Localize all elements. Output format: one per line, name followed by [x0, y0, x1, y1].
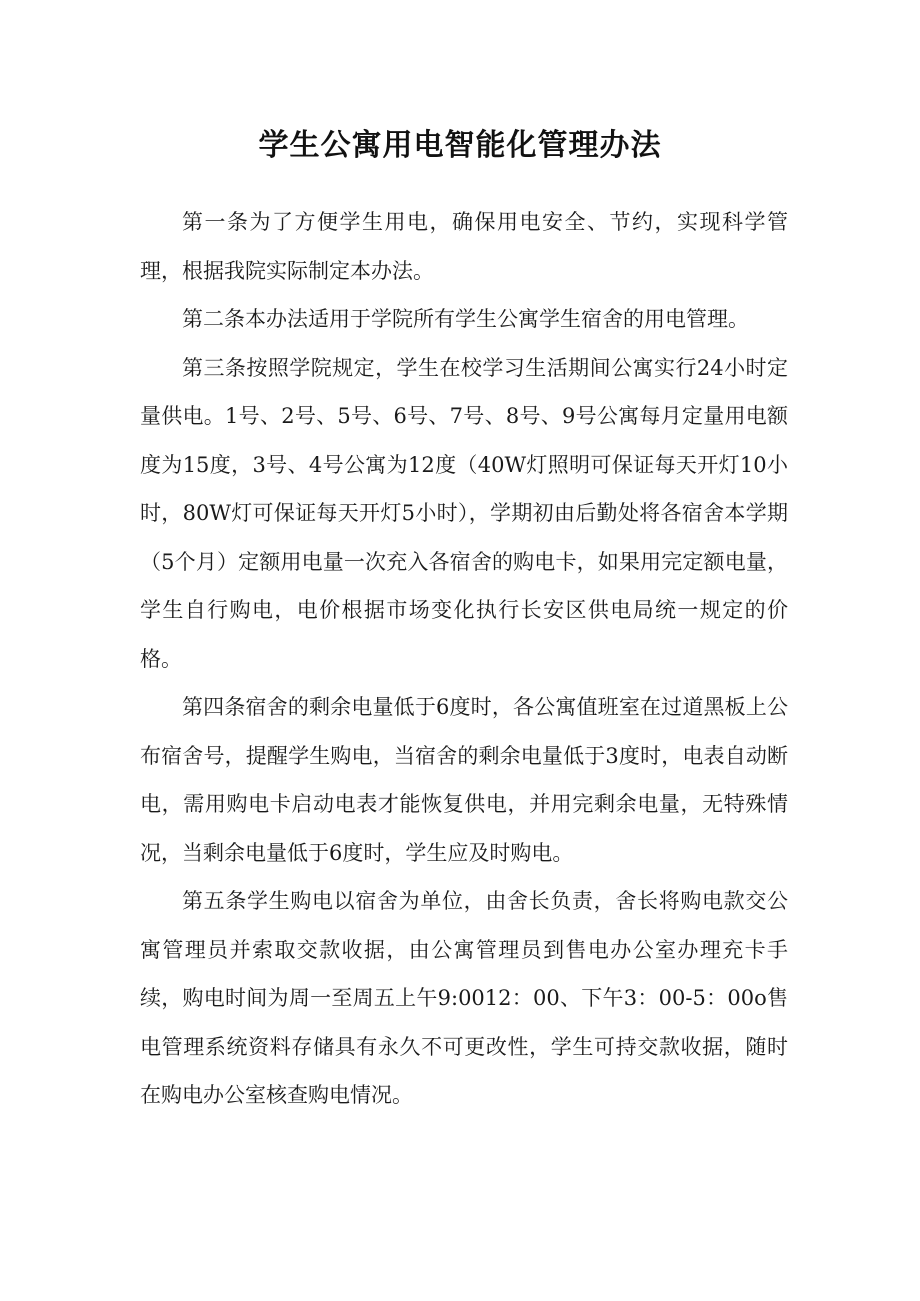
document-title: 学生公寓用电智能化管理办法 [258, 128, 662, 163]
article-3-paragraph: 第三条按照学院规定，学生在校学习生活期间公寓实行24小时定量供电。1号、2号、5号、6号、7号、8号、9号公寓每月定量用电额度为15度，3号、4号公寓为12度（40W灯照明可保证每天开灯10小时，80W灯可保证每天开灯5小时），学期初由后勤处将各宿舍本学期（5个月）定额用电量一次充入各宿舍的购电卡，如果用完定额电量，学生自行购电，电价根据市场变化执行长安区供电局统一规定的价格。 [140, 355, 788, 671]
article-1-paragraph: 第一条为了方便学生用电，确保用电安全、节约，实现科学管理，根据我院实际制定本办法。 [140, 210, 788, 283]
article-2-paragraph: 第二条本办法适用于学院所有学生公寓学生宿舍的用电管理。 [182, 307, 749, 331]
document-body [140, 198, 788, 1120]
article-4-paragraph: 第四条宿舍的剩余电量低于6度时，各公寓值班室在过道黑板上公布宿舍号，提醒学生购电，当宿舍的剩余电量低于3度时，电表自动断电，需用购电卡启动电表才能恢复供电，并用完剩余电量，无特殊情况，当剩余电量低于6度时，学生应及时购电。 [140, 695, 788, 865]
article-5-paragraph: 第五条学生购电以宿舍为单位，由舍长负责，舍长将购电款交公寓管理员并索取交款收据，由公寓管理员到售电办公室办理充卡手续，购电时间为周一至周五上午9:0012：00、下午3：00-5：00o售电管理系统资料存储具有永久不可更改性，学生可持交款收据，随时在购电办公室核查购电情况。 [140, 889, 788, 1107]
